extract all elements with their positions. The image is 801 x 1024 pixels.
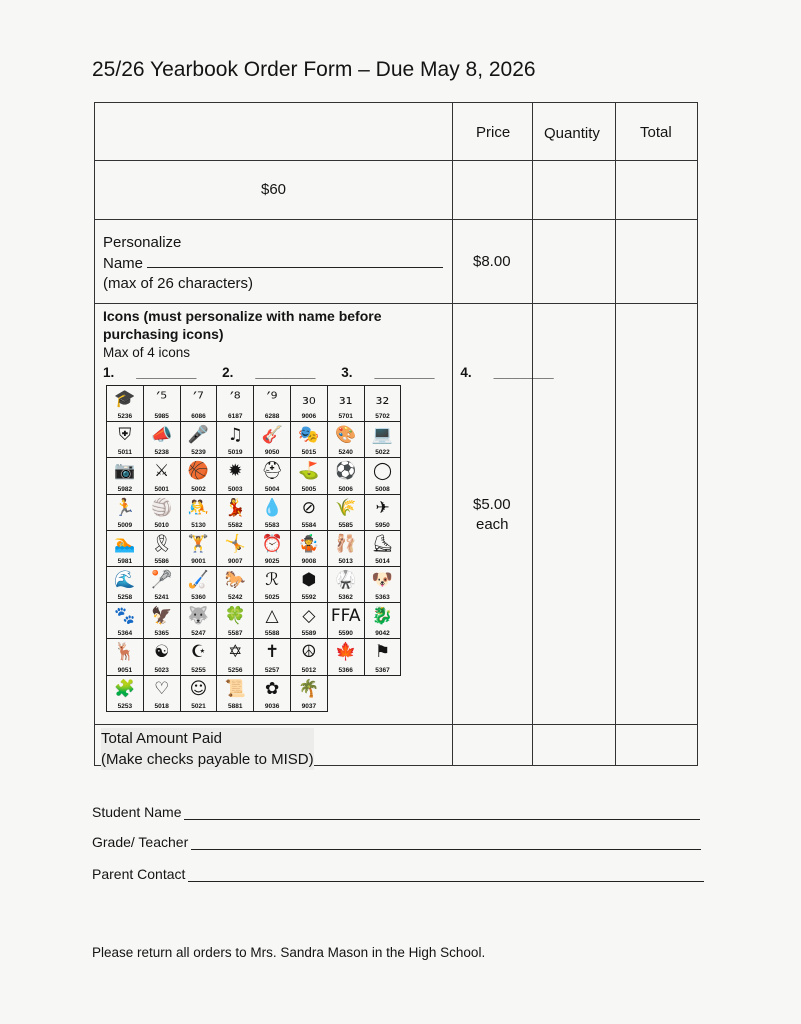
icon-option: [181, 676, 218, 712]
icons-price-unit: each: [476, 516, 509, 533]
icon-option: [107, 639, 144, 675]
baseball-bats-icon: ⚔: [154, 461, 170, 482]
flower-icon: ✿: [264, 678, 280, 699]
icon-option: [254, 531, 291, 567]
student-name-row: [92, 804, 182, 820]
icon-code: 5881: [228, 702, 243, 710]
icon-code: 5005: [301, 485, 317, 493]
icon-option: [365, 531, 402, 567]
skate-icon: ⛸: [371, 533, 394, 554]
shooting-icon: ✈: [375, 497, 390, 518]
icon-code: 9001: [191, 557, 206, 565]
icon-code: 5022: [375, 449, 390, 457]
icon-option: [328, 386, 365, 422]
icon-code: 5585: [338, 521, 353, 529]
icons-price: $5.00: [473, 496, 511, 513]
icon-code: 5583: [264, 521, 280, 529]
icon-code: 5239: [191, 449, 206, 457]
icons-quantity-field[interactable]: [533, 304, 615, 724]
order-table: [94, 102, 698, 766]
icon-code: 5586: [154, 557, 169, 565]
student-name-label: Student Name: [92, 804, 182, 820]
icon-option: [365, 422, 402, 458]
icon-option: [144, 639, 181, 675]
icon-code: 5006: [338, 485, 353, 493]
personalize-cell: [103, 233, 443, 294]
icon-code: 5582: [228, 521, 243, 529]
volleyball-splash-icon: ✹: [228, 461, 243, 482]
state-icon: ⬢: [301, 569, 317, 590]
icon-code: 5364: [117, 630, 133, 638]
graduation-cap-icon: 🎓: [114, 389, 136, 409]
horse-icon: 🐎: [224, 569, 246, 590]
icon-option: [254, 386, 291, 422]
icon-code: 6086: [191, 413, 206, 421]
icon-option: [365, 603, 402, 639]
total-header: Total: [640, 124, 672, 141]
swimmer-icon: 🏊: [114, 533, 136, 554]
icon-code: 5010: [154, 521, 169, 529]
grade-teacher-field[interactable]: [191, 849, 701, 850]
icon-option: [107, 567, 144, 603]
icon-option: [328, 603, 365, 639]
icon-slot-4[interactable]: 4. ________: [460, 365, 554, 380]
grade-teacher-label: Grade/ Teacher: [92, 834, 189, 850]
waves-icon: 🌊: [114, 569, 136, 590]
runner-icon: 🏃: [114, 497, 136, 518]
icon-code: 6288: [264, 413, 280, 421]
name-field[interactable]: [147, 253, 443, 268]
drama-masks-icon: 🎭: [298, 425, 320, 446]
family-consumer-icon: △: [265, 606, 279, 627]
icon-code: 5025: [264, 594, 280, 602]
diamond-icon: ◇: [302, 606, 316, 627]
icon-code: 5023: [154, 666, 169, 674]
icon-code: 5019: [228, 449, 243, 457]
icon-code: 5008: [375, 485, 390, 493]
icon-option: [254, 495, 291, 531]
maple-leaf-icon: 🍁: [335, 642, 357, 663]
icons-max: Max of 4 icons: [103, 345, 191, 360]
personalize-quantity-field[interactable]: [533, 220, 615, 303]
no-bullying-icon: ⊘: [301, 497, 316, 518]
icon-option: [291, 422, 328, 458]
icon-option: [181, 458, 218, 494]
icon-option: [328, 458, 365, 494]
icon-code: 5366: [338, 666, 353, 674]
icon-code: 5253: [117, 702, 133, 710]
guitar-icon: 🎸: [261, 425, 283, 446]
icon-option: [254, 567, 291, 603]
puzzle-icon: 🧩: [114, 678, 136, 699]
icon-code: 5021: [191, 702, 206, 710]
peace-sign-icon: ☮: [301, 642, 317, 663]
dance-icon: 💃: [224, 497, 246, 518]
icon-option: [217, 458, 254, 494]
icon-code: 5256: [228, 666, 243, 674]
parent-contact-field[interactable]: [188, 881, 704, 882]
star-crescent-icon: ☪: [190, 642, 207, 663]
grade-teacher-row: [92, 834, 188, 850]
football-helmet-icon: ⛑: [261, 461, 283, 482]
year-2031-icon: ₃₁: [338, 389, 353, 409]
yearbook-price: $60: [261, 181, 287, 198]
icon-code: 9050: [264, 449, 280, 457]
golf-ball-icon: ⛳: [298, 461, 320, 482]
icon-slot-2[interactable]: 2. ________: [222, 365, 316, 380]
icon-option: [291, 386, 328, 422]
icon-option: [291, 639, 328, 675]
icon-code: 5360: [191, 594, 206, 602]
icon-code: 5238: [154, 449, 169, 457]
icon-code: 9008: [301, 557, 317, 565]
band-shield-icon: ⛨: [118, 425, 132, 446]
year-2027-icon: ′⁷: [193, 389, 204, 409]
icon-option: [144, 386, 181, 422]
icon-option: [254, 603, 291, 639]
icon-code: 9025: [264, 557, 280, 565]
icon-grid: [106, 385, 401, 712]
total-paid-field[interactable]: [453, 725, 698, 766]
icon-option: [181, 639, 218, 675]
icon-code: 5242: [228, 594, 243, 602]
blood-drop-icon: 💧: [261, 497, 283, 518]
icon-code: 5985: [154, 413, 169, 421]
alarm-clock-icon: ⏰: [261, 533, 283, 554]
karate-kick-icon: 🥋: [335, 569, 357, 590]
icon-option: [328, 639, 365, 675]
year-2032-icon: ₃₂: [375, 389, 390, 409]
icon-code: 9051: [117, 666, 133, 674]
column-divider: [452, 103, 453, 765]
icon-option: [328, 495, 365, 531]
icon-option: [181, 603, 218, 639]
icon-option: [217, 531, 254, 567]
icon-option: [107, 422, 144, 458]
computer-icon: 💻: [371, 425, 394, 446]
yearbook-quantity-field[interactable]: [533, 161, 615, 219]
icon-option: [217, 603, 254, 639]
icon-code: 6187: [228, 413, 243, 421]
icon-code: 5592: [301, 594, 317, 602]
icon-option: [365, 567, 402, 603]
icon-code: 5018: [154, 702, 169, 710]
icon-option: [254, 458, 291, 494]
music-notes-icon: ♫: [227, 425, 243, 446]
icon-code: 5014: [375, 557, 390, 565]
star-of-david-icon: ✡: [228, 642, 243, 663]
icon-code: 5362: [338, 594, 353, 602]
soccer-ball-icon: ⚽: [335, 461, 357, 482]
year-2028-icon: ′⁸: [229, 389, 241, 409]
icon-code: 5240: [338, 449, 353, 457]
icon-code: 5590: [338, 630, 353, 638]
ballet-shoes-icon: 🩰: [335, 533, 357, 554]
icon-option: [144, 676, 181, 712]
icon-option: [291, 458, 328, 494]
icon-option: [144, 531, 181, 567]
icon-option: [181, 386, 218, 422]
icon-option: [328, 531, 365, 567]
wheat-icon: 🌾: [335, 497, 357, 518]
icon-code: 9042: [375, 630, 390, 638]
icon-code: 5012: [301, 666, 317, 674]
icon-option: [254, 676, 291, 712]
bulldog-icon: 🐶: [371, 569, 394, 590]
icon-option: [217, 676, 254, 712]
icon-option: [144, 603, 181, 639]
icon-option: [181, 422, 218, 458]
four-h-clover-icon: 🍀: [224, 606, 246, 627]
lacrosse-icon: 🥍: [151, 569, 173, 590]
price-header: Price: [476, 124, 511, 141]
icons-title: Icons (must personalize with name before purchasing icons): [103, 308, 382, 342]
icon-option: [144, 567, 181, 603]
icon-code: 5702: [375, 413, 390, 421]
icon-slots: [103, 365, 576, 380]
icon-code: 9037: [301, 702, 317, 710]
year-2029-icon: ′⁹: [266, 389, 278, 409]
icon-option: [107, 495, 144, 531]
icon-code: 5584: [301, 521, 317, 529]
icon-option: [217, 567, 254, 603]
icon-option: [107, 603, 144, 639]
icon-option: [107, 531, 144, 567]
icon-option: [107, 676, 144, 712]
name-label: Name: [103, 255, 144, 272]
icon-option: [365, 386, 402, 422]
parent-contact-row: [92, 866, 185, 882]
flag-icon: ⚑: [374, 642, 391, 663]
icon-code: 5241: [154, 594, 169, 602]
icon-code: 5701: [338, 413, 353, 421]
name-max-note: (max of 26 characters): [103, 275, 254, 292]
icon-code: 5365: [154, 630, 169, 638]
icon-option: [107, 458, 144, 494]
deer-icon: 🦌: [114, 642, 136, 663]
paw-print-icon: 🐾: [114, 606, 136, 627]
basketball-icon: 🏀: [187, 461, 210, 482]
icon-option: [144, 495, 181, 531]
parent-contact-label: Parent Contact: [92, 866, 186, 882]
year-2026-icon: ′⁵: [156, 389, 168, 409]
icon-code: 5982: [117, 485, 133, 493]
yin-yang-icon: ☯: [154, 642, 170, 663]
icon-option: [365, 495, 402, 531]
return-instructions: Please return all orders to Mrs. Sandra Mason in the High School.: [92, 945, 486, 960]
personalize-total-field[interactable]: [616, 220, 698, 303]
icon-code: 5367: [375, 666, 390, 674]
form-title: 25/26 Yearbook Order Form – Due May 8, 2026: [92, 58, 536, 81]
cheerleader-icon: 🤸: [224, 533, 246, 554]
icon-option: [144, 422, 181, 458]
icon-slot-3[interactable]: 3. ________: [341, 365, 435, 380]
ribbon-icon: 🎗: [150, 533, 173, 554]
hearts-icon: ♡: [154, 678, 170, 699]
eagle-icon: 🦅: [151, 606, 173, 627]
wrestling-icon: 🤼: [187, 497, 210, 518]
cross-icon: ✝: [264, 642, 280, 663]
icon-code: 5257: [264, 666, 280, 674]
icon-code: 5004: [264, 485, 280, 493]
icon-option: [328, 422, 365, 458]
icon-option: [217, 386, 254, 422]
icon-option: [365, 458, 402, 494]
personalize-price: $8.00: [473, 253, 511, 270]
student-name-field[interactable]: [184, 819, 700, 820]
icon-code: 5003: [228, 485, 243, 493]
icon-code: 9007: [228, 557, 243, 565]
icon-code: 9036: [264, 702, 280, 710]
ten-commandments-icon: 📜: [224, 678, 246, 699]
icon-code: 5588: [264, 630, 280, 638]
smiley-face-icon: ☺: [189, 678, 208, 699]
icon-option: [328, 567, 365, 603]
tennis-ball-icon: ◯: [372, 461, 392, 482]
cheer-megaphone-icon: 📣: [151, 425, 173, 446]
icon-option: [291, 676, 328, 712]
icon-option: [181, 567, 218, 603]
hockey-sticks-icon: 🏑: [187, 569, 210, 590]
icon-code: 5981: [117, 557, 133, 565]
icon-code: 5236: [117, 413, 133, 421]
icon-code: 5002: [191, 485, 206, 493]
camera-icon: 📷: [114, 461, 136, 482]
icon-option: [291, 531, 328, 567]
ffa-icon: FFA: [330, 606, 361, 627]
icon-code: 5589: [301, 630, 317, 638]
icon-code: 5130: [191, 521, 206, 529]
icon-code: 5009: [117, 521, 133, 529]
icon-code: 5258: [117, 594, 133, 602]
icon-option: [291, 567, 328, 603]
volleyball-icon: 🏐: [151, 497, 173, 518]
choir-icon: 🎤: [187, 425, 210, 446]
quantity-header: Quantity: [544, 125, 600, 142]
total-paid-cell: [101, 728, 314, 770]
icons-total-field[interactable]: [616, 304, 698, 724]
gymnast-icon: 🤹: [298, 533, 320, 554]
icon-option: [107, 386, 144, 422]
icon-option: [181, 531, 218, 567]
icon-code: 5013: [338, 557, 353, 565]
dragon-icon: 🐉: [371, 606, 394, 627]
icon-option: [217, 495, 254, 531]
icon-option: [181, 495, 218, 531]
icon-code: 5011: [117, 449, 132, 457]
wolf-icon: 🐺: [187, 606, 210, 627]
icon-code: 5950: [375, 521, 390, 529]
icon-slot-1[interactable]: 1. ________: [103, 365, 197, 380]
art-palette-icon: 🎨: [335, 425, 357, 446]
icon-option: [254, 639, 291, 675]
icon-option: [254, 422, 291, 458]
icon-code: 5247: [191, 630, 206, 638]
total-paid-label: Total Amount Paid: [101, 730, 222, 747]
yearbook-total-field[interactable]: [616, 161, 698, 219]
icon-option: [217, 422, 254, 458]
icon-option: [217, 639, 254, 675]
icon-code: 5255: [191, 666, 206, 674]
personalize-label: Personalize: [103, 234, 182, 251]
palm-tree-icon: 🌴: [298, 678, 320, 699]
weights-icon: 🏋: [187, 533, 210, 554]
icon-option: [291, 603, 328, 639]
icon-option: [365, 639, 402, 675]
icon-code: 5363: [375, 594, 390, 602]
icon-code: 9006: [301, 413, 317, 421]
icon-code: 5001: [154, 485, 169, 493]
year-2030-icon: ₃₀: [302, 389, 316, 409]
icon-option: [144, 458, 181, 494]
icon-code: 5587: [228, 630, 243, 638]
icon-option: [291, 495, 328, 531]
rodeo-r-icon: ℛ: [265, 569, 279, 590]
checks-payable-note: (Make checks payable to MISD): [101, 751, 314, 768]
icon-code: 5015: [301, 449, 317, 457]
